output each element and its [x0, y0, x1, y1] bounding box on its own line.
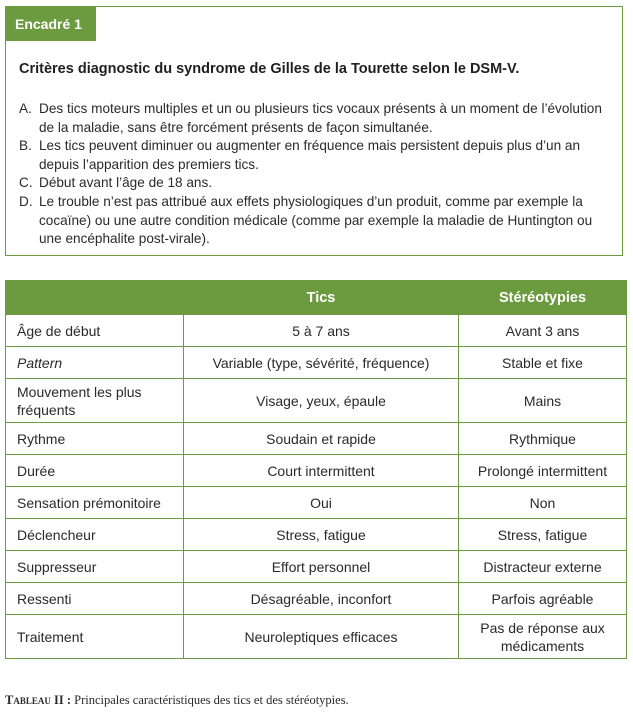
tics-cell: Effort personnel	[184, 551, 459, 583]
criteria-list	[19, 100, 609, 249]
encadre-box	[5, 6, 623, 256]
comparison-table-wrap	[5, 280, 626, 659]
tics-cell: Neuroleptiques efficaces	[184, 615, 459, 659]
stereotypies-cell-text: Pas de réponse aux médicaments	[480, 619, 605, 654]
row-label: Durée	[6, 455, 184, 487]
criterion-a	[19, 100, 609, 137]
criterion-text: Début avant l’âge de 18 ans.	[39, 175, 213, 191]
criterion-text: Des tics moteurs multiples et un ou plusieurs tics vocaux présents à un moment de l’évolution de la maladie, sans être forcément présents de façon simultanée.	[39, 101, 602, 135]
table-row	[6, 423, 627, 455]
row-label: Traitement	[6, 615, 184, 659]
tics-cell: Stress, fatigue	[184, 519, 459, 551]
caption-text: Principales caractéristiques des tics et des stéréotypies.	[71, 693, 349, 707]
criterion-d	[19, 193, 609, 249]
row-label: Ressenti	[6, 583, 184, 615]
encadre-tag: Encadré 1	[6, 7, 96, 41]
row-label: Sensation prémonitoire	[6, 487, 184, 519]
criterion-letter: B.	[19, 138, 32, 154]
row-label-text: Mouvement les plus fréquents	[17, 383, 142, 418]
table-row	[6, 379, 627, 423]
stereotypies-cell: Prolongé intermittent	[459, 455, 627, 487]
stereotypies-cell: Rythmique	[459, 423, 627, 455]
table-row	[6, 487, 627, 519]
header-stereotypies: Stéréotypies	[459, 281, 627, 315]
stereotypies-cell: Stable et fixe	[459, 347, 627, 379]
row-label: Rythme	[6, 423, 184, 455]
caption-lead: Tableau II :	[5, 693, 71, 707]
table-row	[6, 583, 627, 615]
tics-cell: Oui	[184, 487, 459, 519]
stereotypies-cell: Parfois agréable	[459, 583, 627, 615]
table-caption	[5, 693, 625, 708]
stereotypies-cell: Mains	[459, 379, 627, 423]
encadre-title: Critères diagnostic du syndrome de Gilles de la Tourette selon le DSM-V.	[19, 61, 520, 77]
criterion-c	[19, 174, 609, 193]
header-empty	[6, 281, 184, 315]
stereotypies-cell: Non	[459, 487, 627, 519]
row-label: Pattern	[6, 347, 184, 379]
criterion-letter: C.	[19, 175, 33, 191]
tics-cell: Désagréable, inconfort	[184, 583, 459, 615]
criterion-letter: A.	[19, 101, 32, 116]
tics-cell: Soudain et rapide	[184, 423, 459, 455]
tics-cell: Visage, yeux, épaule	[184, 379, 459, 423]
tics-cell: 5 à 7 ans	[184, 315, 459, 347]
stereotypies-cell: Stress, fatigue	[459, 519, 627, 551]
tics-cell: Variable (type, sévérité, fréquence)	[184, 347, 459, 379]
row-label: Suppresseur	[6, 551, 184, 583]
row-label: Âge de début	[6, 315, 184, 347]
row-label: Déclencheur	[6, 519, 184, 551]
table-row	[6, 519, 627, 551]
stereotypies-cell: Distracteur externe	[459, 551, 627, 583]
table-row	[6, 315, 627, 347]
criterion-b	[19, 137, 609, 174]
comparison-table	[5, 280, 627, 659]
row-label	[6, 379, 184, 423]
table-row	[6, 347, 627, 379]
table-row	[6, 455, 627, 487]
criterion-text: Le trouble n’est pas attribué aux effets physiologiques d’un produit, comme par exemple la cocaïne) ou une autre condition médicale (comme par exemple la maladie de Huntington ou une encéphalite post-virale).	[39, 193, 593, 247]
table-row	[6, 615, 627, 659]
criterion-letter: D.	[19, 193, 33, 209]
table-header-row	[6, 281, 627, 315]
tics-cell: Court intermittent	[184, 455, 459, 487]
stereotypies-cell	[459, 615, 627, 659]
table-row	[6, 551, 627, 583]
stereotypies-cell: Avant 3 ans	[459, 315, 627, 347]
header-tics: Tics	[184, 281, 459, 315]
criterion-text: Les tics peuvent diminuer ou augmenter en fréquence mais persistent depuis plus d’un an depuis l’apparition des premiers tics.	[39, 138, 581, 172]
